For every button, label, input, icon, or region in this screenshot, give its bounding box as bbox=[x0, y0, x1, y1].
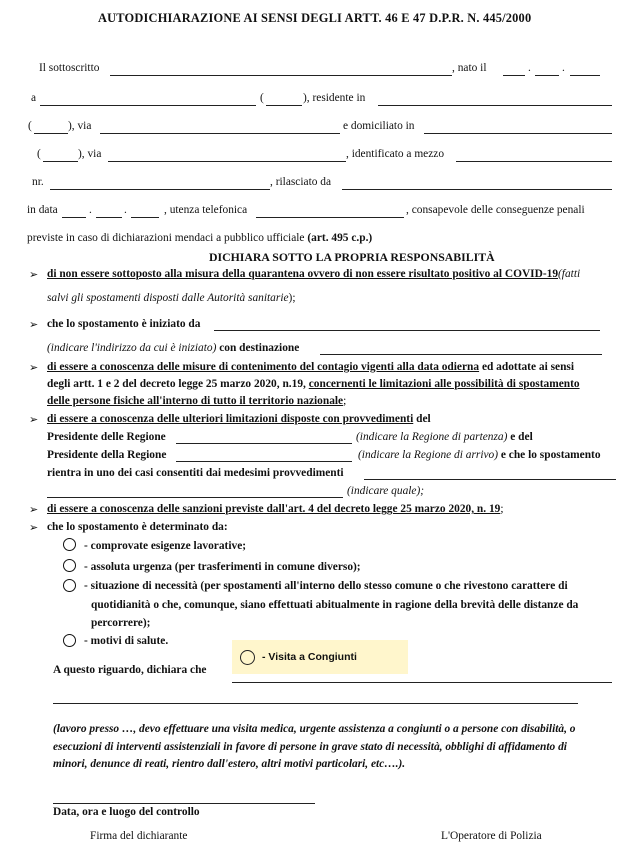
label-indicare-quale: (indicare quale); bbox=[347, 485, 425, 497]
domicile-province-field[interactable] bbox=[43, 161, 78, 162]
option-salute: - motivi di salute. bbox=[84, 635, 169, 647]
label-in-data: in data bbox=[27, 204, 58, 216]
domicile-street-field[interactable] bbox=[108, 161, 346, 162]
label-determinato: che lo spostamento è determinato da: bbox=[47, 521, 228, 533]
data-ora-field[interactable] bbox=[53, 803, 315, 804]
region-arrival-field[interactable] bbox=[176, 461, 352, 462]
birth-day-field[interactable] bbox=[503, 75, 525, 76]
issue-year-field[interactable] bbox=[131, 217, 159, 218]
label-previste: previste in caso di dichiarazioni mendaci a pubblico ufficiale (art. 495 c.p.) bbox=[27, 232, 373, 244]
quarantena-text: di non essere sottoposto alla misura della quarantena ovvero di non essere risultato positivo al COVID-19(fatti bbox=[47, 268, 581, 280]
note-line-1: (lavoro presso …, devo effettuare una visita medica, urgente assistenza a congiunti o a persone con disabilità, o bbox=[53, 723, 576, 735]
label-via-1: ), via bbox=[68, 120, 92, 132]
ulteriori-line: di essere a conoscenza delle ulteriori limitazioni disposte con provvedimenti del bbox=[47, 413, 431, 425]
option-visita: - Visita a Congiunti bbox=[262, 651, 357, 663]
label-consapevole: , consapevole delle conseguenze penali bbox=[406, 204, 585, 216]
radio-salute[interactable] bbox=[63, 634, 76, 647]
label-a: a bbox=[31, 92, 37, 104]
reason-field-2[interactable] bbox=[53, 703, 578, 704]
birth-year-field[interactable] bbox=[570, 75, 600, 76]
name-field[interactable] bbox=[110, 75, 452, 76]
option-lavorative: - comprovate esigenze lavorative; bbox=[84, 540, 247, 552]
bullet-arrow-icon: ➢ bbox=[29, 268, 39, 281]
label-operatore: L'Operatore di Polizia bbox=[441, 830, 542, 842]
option-necessita-3: percorrere); bbox=[91, 617, 151, 629]
label-sottoscritto: Il sottoscritto bbox=[39, 62, 100, 74]
misure-line-3: delle persone fisiche all'interno di tutto il territorio nazionale; bbox=[47, 395, 347, 407]
provvedimenti-field-1[interactable] bbox=[364, 479, 616, 480]
bullet-arrow-icon: ➢ bbox=[29, 361, 39, 374]
label-rientra: rientra in uno dei casi consentiti dai medesimi provvedimenti bbox=[47, 467, 344, 479]
bullet-arrow-icon: ➢ bbox=[29, 503, 39, 516]
label-presidente-1: Presidente delle Regione bbox=[47, 431, 166, 443]
dichiara-heading: DICHIARA SOTTO LA PROPRIA RESPONSABILITÀ bbox=[209, 250, 495, 264]
radio-lavorative[interactable] bbox=[63, 538, 76, 551]
label-identificato: , identificato a mezzo bbox=[346, 148, 445, 160]
id-number-field[interactable] bbox=[50, 189, 270, 190]
domicile-field[interactable] bbox=[424, 133, 612, 134]
bullet-arrow-icon: ➢ bbox=[29, 318, 39, 331]
label-spostamento-iniziato: che lo spostamento è iniziato da bbox=[47, 318, 201, 330]
radio-urgenza[interactable] bbox=[63, 559, 76, 572]
misure-line-1: di essere a conoscenza delle misure di contenimento del contagio vigenti alla data odierna ed adottate ai sensi bbox=[47, 361, 575, 373]
label-arrivo: (indicare la Regione di arrivo) e che lo spostamento bbox=[358, 449, 601, 461]
issue-month-field[interactable] bbox=[96, 217, 122, 218]
option-necessita-2: quotidianità o che, comunque, siano effettuati abitualmente in ragione della brevità delle distanze da bbox=[91, 599, 579, 611]
note-line-2: esecuzioni di interventi assistenziali in favore di persone in grave stato di necessità, obblighi di affidamento di bbox=[53, 741, 567, 753]
label-residente: ), residente in bbox=[303, 92, 366, 104]
bullet-arrow-icon: ➢ bbox=[29, 521, 39, 534]
bullet-arrow-icon: ➢ bbox=[29, 413, 39, 426]
note-line-3: minori, denunce di reati, rientro dall'estero, altri motivi particolari, etc….). bbox=[53, 758, 406, 770]
label-nato-il: , nato il bbox=[452, 62, 487, 74]
label-presidente-2: Presidente della Regione bbox=[47, 449, 167, 461]
label-data-ora: Data, ora e luogo del controllo bbox=[53, 806, 200, 818]
phone-field[interactable] bbox=[256, 217, 404, 218]
label-partenza: (indicare la Regione di partenza) e del bbox=[356, 431, 533, 443]
label-riguardo: A questo riguardo, dichiara che bbox=[53, 664, 207, 676]
start-address-field[interactable] bbox=[214, 330, 600, 331]
birth-province-field[interactable] bbox=[266, 105, 302, 106]
reason-field-1[interactable] bbox=[232, 682, 612, 683]
destination-field[interactable] bbox=[320, 354, 602, 355]
label-domiciliato: e domiciliato in bbox=[343, 120, 415, 132]
sanzioni-text: di essere a conoscenza delle sanzioni previste dall'art. 4 del decreto legge 25 marzo 2020, n. 19; bbox=[47, 503, 504, 515]
residence-field[interactable] bbox=[378, 105, 612, 106]
document-title: AUTODICHIARAZIONE AI SENSI DEGLI ARTT. 46 E 47 D.P.R. N. 445/2000 bbox=[98, 11, 532, 25]
residence-street-field[interactable] bbox=[100, 133, 340, 134]
issued-by-field[interactable] bbox=[342, 189, 612, 190]
label-utenza: , utenza telefonica bbox=[164, 204, 248, 216]
misure-line-2: degli artt. 1 e 2 del decreto legge 25 marzo 2020, n.19, concernenti le limitazioni alle possibilità di spostamento bbox=[47, 378, 580, 390]
label-indicare-indirizzo: (indicare l'indirizzo da cui è iniziato) con destinazione bbox=[47, 342, 300, 354]
label-rilasciato: , rilasciato da bbox=[270, 176, 332, 188]
birth-place-field[interactable] bbox=[40, 105, 256, 106]
label-firma: Firma del dichiarante bbox=[90, 830, 188, 842]
art-495: (art. 495 c.p.) bbox=[307, 232, 373, 244]
issue-day-field[interactable] bbox=[62, 217, 86, 218]
option-necessita-1: - situazione di necessità (per spostamenti all'interno dello stesso comune o che rivestono carattere di bbox=[84, 580, 568, 592]
residence-province-field[interactable] bbox=[34, 133, 68, 134]
label-via-2: ), via bbox=[78, 148, 102, 160]
region-departure-field[interactable] bbox=[176, 443, 352, 444]
birth-month-field[interactable] bbox=[535, 75, 559, 76]
quarantena-note: salvi gli spostamenti disposti dalle Autorità sanitarie); bbox=[47, 292, 296, 304]
radio-visita[interactable] bbox=[240, 650, 255, 665]
radio-necessita[interactable] bbox=[63, 579, 76, 592]
provvedimenti-field-2[interactable] bbox=[47, 497, 343, 498]
option-urgenza: - assoluta urgenza (per trasferimenti in comune diverso); bbox=[84, 561, 361, 573]
id-document-field[interactable] bbox=[456, 161, 612, 162]
label-nr: nr. bbox=[32, 176, 44, 188]
